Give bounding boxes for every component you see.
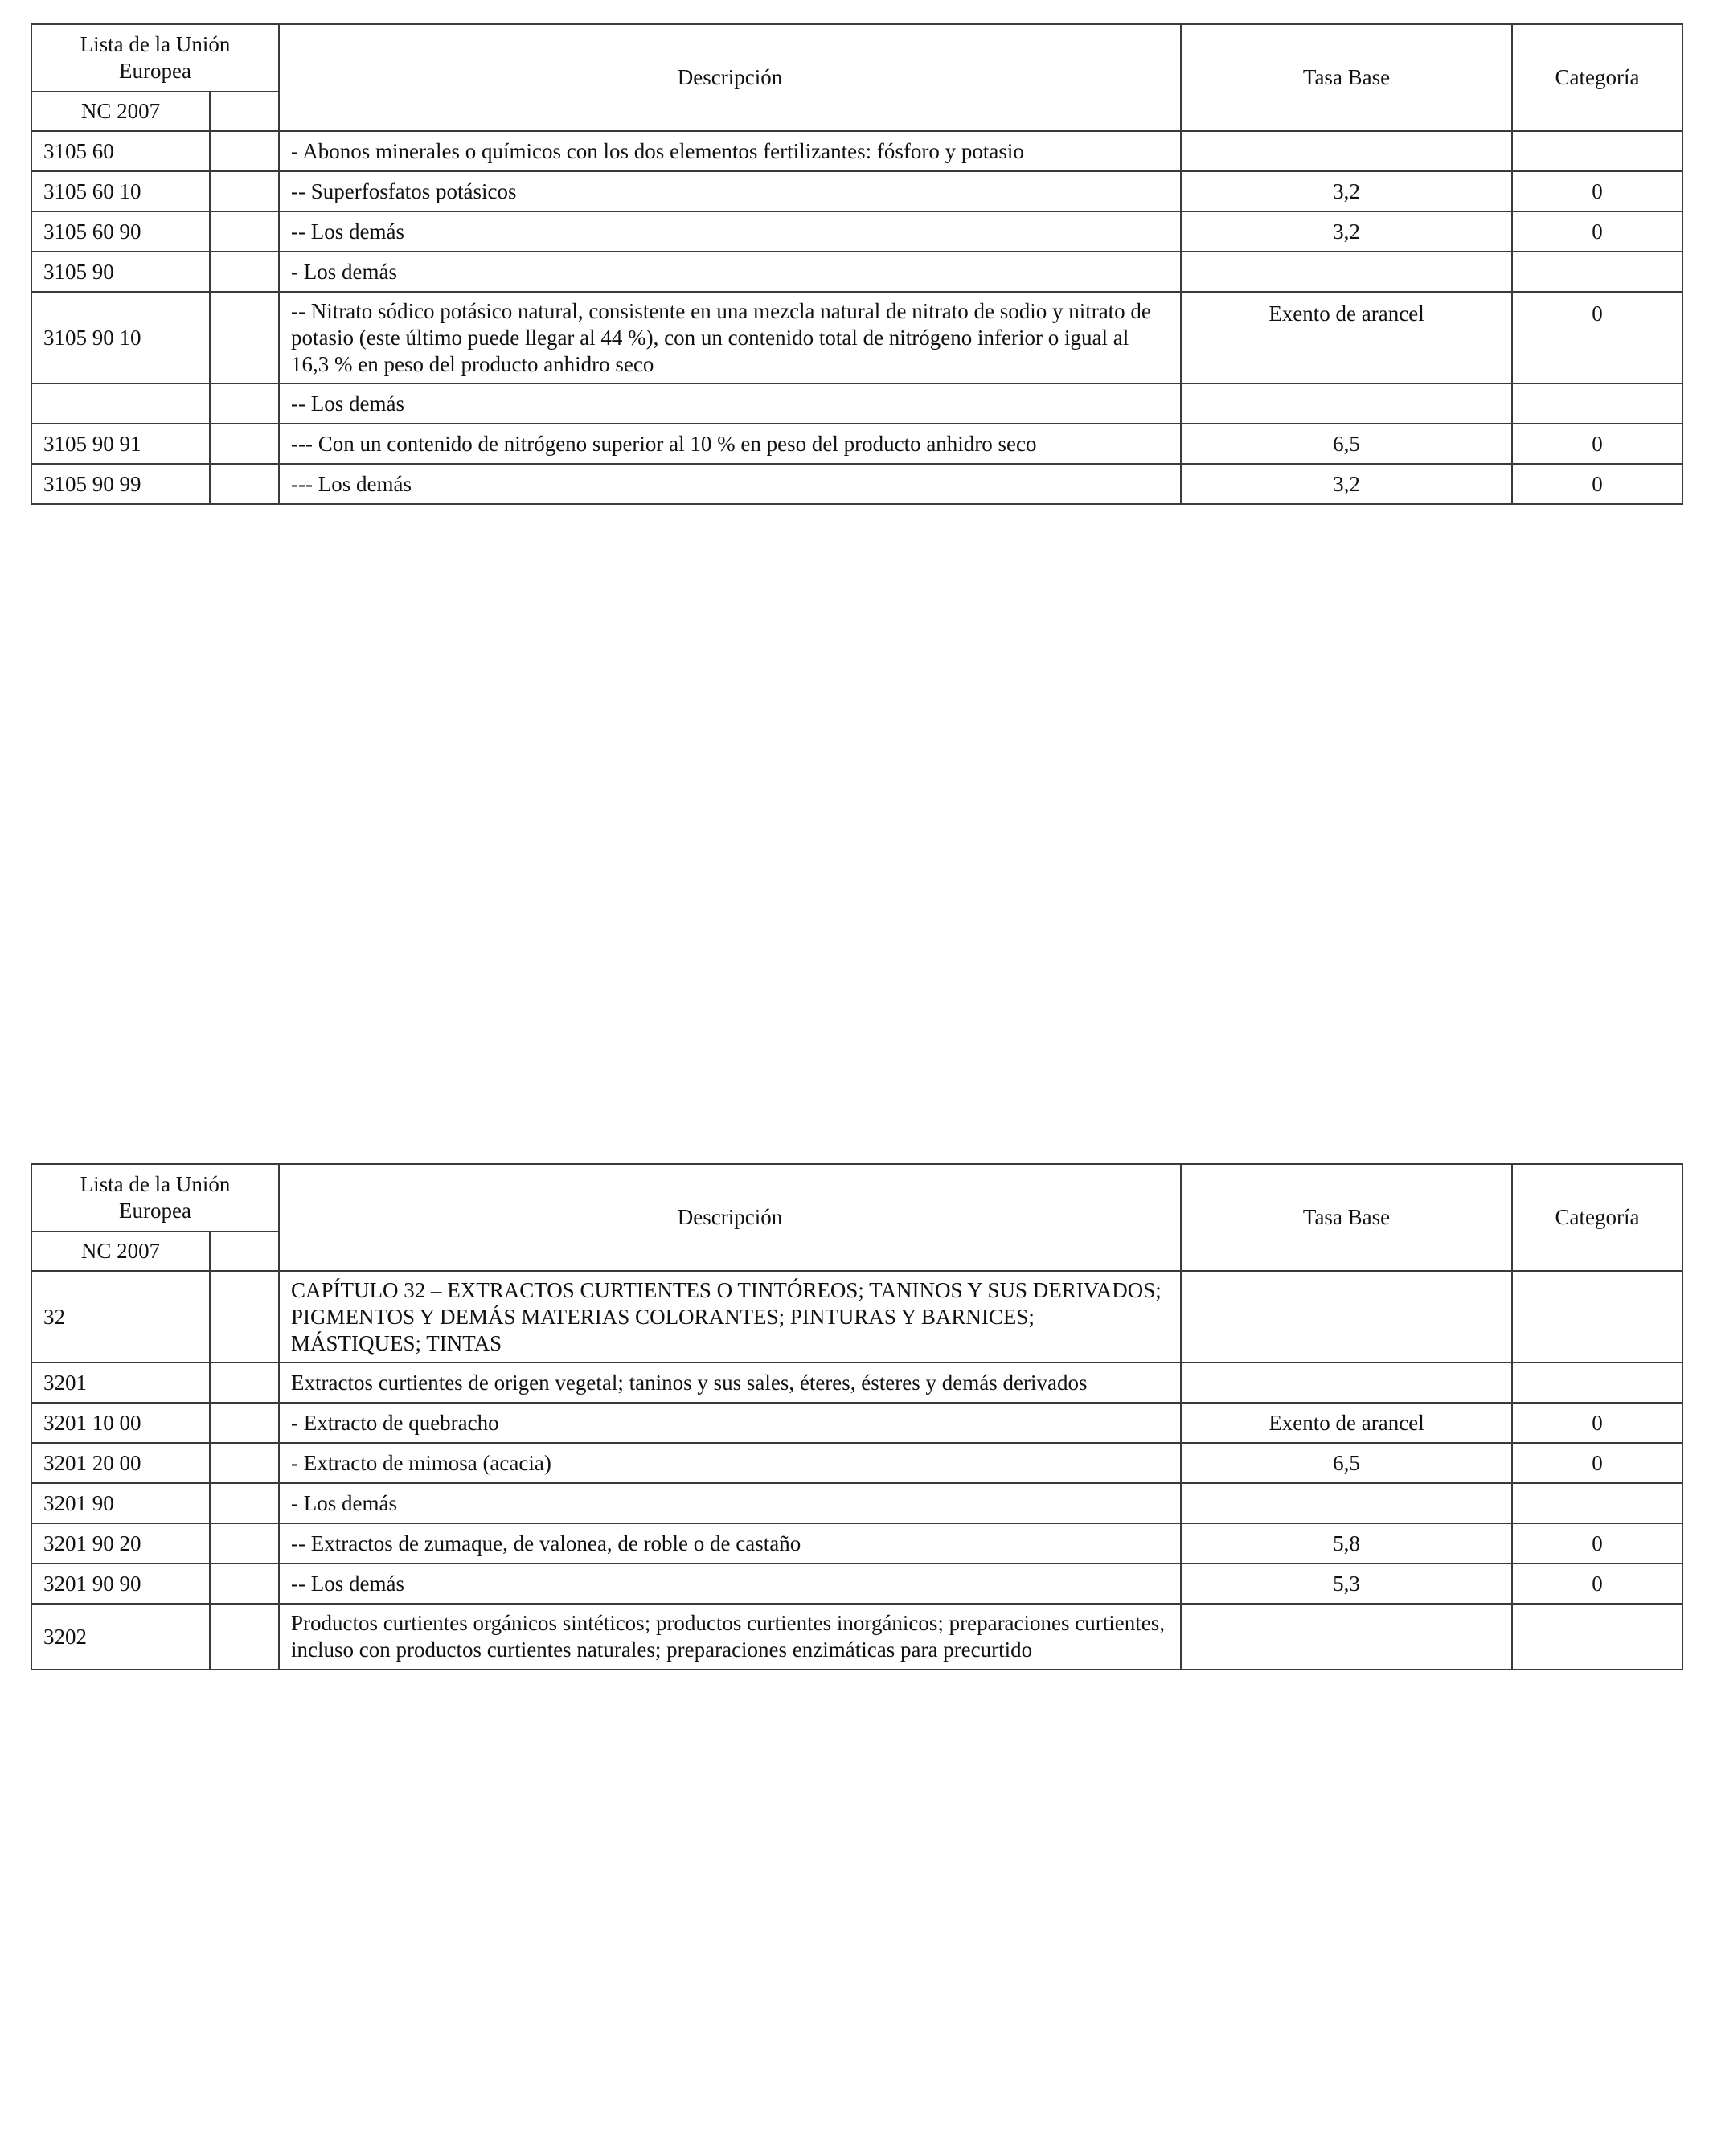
empty-cell [210, 383, 279, 424]
category: 0 [1512, 1403, 1682, 1443]
nc-code: 3105 60 10 [31, 171, 210, 211]
empty-cell [210, 1604, 279, 1670]
nc-code: 3201 [31, 1363, 210, 1403]
category: 0 [1512, 1564, 1682, 1604]
table-row [31, 1523, 1682, 1564]
empty-cell [210, 1232, 279, 1271]
description: -- Superfosfatos potásicos [279, 171, 1181, 211]
header-row [31, 24, 1682, 92]
category [1512, 131, 1682, 171]
base-rate [1181, 1271, 1512, 1363]
description: - Extracto de mimosa (acacia) [279, 1443, 1181, 1483]
category: 0 [1512, 292, 1682, 383]
empty-cell [210, 131, 279, 171]
tariff-table-1 [31, 23, 1683, 505]
base-rate: 3,2 [1181, 464, 1512, 504]
table-row [31, 1363, 1682, 1403]
description: -- Los demás [279, 383, 1181, 424]
category [1512, 1483, 1682, 1523]
list-header: Lista de la Unión Europea [31, 1164, 279, 1232]
nc-code: 3201 90 [31, 1483, 210, 1523]
header-row [31, 1164, 1682, 1232]
category: 0 [1512, 424, 1682, 464]
empty-cell [210, 171, 279, 211]
base-rate: Exento de arancel [1181, 292, 1512, 383]
category: 0 [1512, 171, 1682, 211]
nc-code: 3105 90 91 [31, 424, 210, 464]
base-rate [1181, 383, 1512, 424]
category [1512, 1271, 1682, 1363]
description: -- Los demás [279, 1564, 1181, 1604]
table-row [31, 1483, 1682, 1523]
base-rate-header: Tasa Base [1181, 24, 1512, 131]
description: - Extracto de quebracho [279, 1403, 1181, 1443]
nc-code: 32 [31, 1271, 210, 1363]
table-row [31, 292, 1682, 383]
table-row [31, 131, 1682, 171]
description: -- Extractos de zumaque, de valonea, de roble o de castaño [279, 1523, 1181, 1564]
category [1512, 1363, 1682, 1403]
nc-code: 3105 90 [31, 252, 210, 292]
nc-code: 3105 60 90 [31, 211, 210, 252]
category-header: Categoría [1512, 24, 1682, 131]
empty-cell [210, 1403, 279, 1443]
description: - Los demás [279, 1483, 1181, 1523]
description: --- Los demás [279, 464, 1181, 504]
description: -- Nitrato sódico potásico natural, consistente en una mezcla natural de nitrato de sodio y nitrato de potasio (este último puede llegar al 44 %), con un contenido total de nitrógeno inferior o igual al 16,3 % en peso del producto anhidro seco [279, 292, 1181, 383]
tariff-table-2 [31, 1163, 1683, 1670]
table-row [31, 1271, 1682, 1363]
empty-cell [210, 1483, 279, 1523]
table-row [31, 1443, 1682, 1483]
table-row [31, 1604, 1682, 1670]
description: Extractos curtientes de origen vegetal; taninos y sus sales, éteres, ésteres y demás derivados [279, 1363, 1181, 1403]
nc-code: 3201 10 00 [31, 1403, 210, 1443]
empty-cell [210, 252, 279, 292]
description: - Abonos minerales o químicos con los dos elementos fertilizantes: fósforo y potasio [279, 131, 1181, 171]
base-rate [1181, 1604, 1512, 1670]
empty-cell [210, 1363, 279, 1403]
nc-code: 3202 [31, 1604, 210, 1670]
description: -- Los demás [279, 211, 1181, 252]
nc-code: 3201 90 90 [31, 1564, 210, 1604]
base-rate [1181, 1363, 1512, 1403]
nc-code [31, 383, 210, 424]
empty-cell [210, 424, 279, 464]
description-header: Descripción [279, 24, 1181, 131]
category [1512, 252, 1682, 292]
empty-cell [210, 92, 279, 131]
base-rate: 5,3 [1181, 1564, 1512, 1604]
category [1512, 383, 1682, 424]
table-row [31, 1564, 1682, 1604]
category: 0 [1512, 464, 1682, 504]
table-row [31, 464, 1682, 504]
table-row [31, 1403, 1682, 1443]
empty-cell [210, 1523, 279, 1564]
empty-cell [210, 211, 279, 252]
empty-cell [210, 1564, 279, 1604]
base-rate [1181, 1483, 1512, 1523]
table-row [31, 211, 1682, 252]
empty-cell [210, 464, 279, 504]
base-rate: 3,2 [1181, 211, 1512, 252]
base-rate: 5,8 [1181, 1523, 1512, 1564]
description: - Los demás [279, 252, 1181, 292]
table-row [31, 424, 1682, 464]
category: 0 [1512, 1443, 1682, 1483]
description-header: Descripción [279, 1164, 1181, 1271]
nc-code: 3201 90 20 [31, 1523, 210, 1564]
base-rate [1181, 252, 1512, 292]
nc-code: 3105 90 99 [31, 464, 210, 504]
category: 0 [1512, 211, 1682, 252]
base-rate [1181, 131, 1512, 171]
empty-cell [210, 1271, 279, 1363]
nc-code: 3105 60 [31, 131, 210, 171]
category-header: Categoría [1512, 1164, 1682, 1271]
empty-cell [210, 1443, 279, 1483]
base-rate: Exento de arancel [1181, 1403, 1512, 1443]
category: 0 [1512, 1523, 1682, 1564]
base-rate: 3,2 [1181, 171, 1512, 211]
nc-code: 3201 20 00 [31, 1443, 210, 1483]
nc-header: NC 2007 [31, 1232, 210, 1271]
table-row [31, 252, 1682, 292]
description: CAPÍTULO 32 – EXTRACTOS CURTIENTES O TINTÓREOS; TANINOS Y SUS DERIVADOS; PIGMENTOS Y DEMÁS MATERIAS COLORANTES; PINTURAS Y BARNICES; MÁSTIQUES; TINTAS [279, 1271, 1181, 1363]
nc-code: 3105 90 10 [31, 292, 210, 383]
base-rate: 6,5 [1181, 424, 1512, 464]
category [1512, 1604, 1682, 1670]
list-header: Lista de la Unión Europea [31, 24, 279, 92]
table-row [31, 383, 1682, 424]
nc-header: NC 2007 [31, 92, 210, 131]
description: Productos curtientes orgánicos sintéticos; productos curtientes inorgánicos; preparaciones curtientes, incluso con productos curtientes naturales; preparaciones enzimáticas para precurtido [279, 1604, 1181, 1670]
empty-cell [210, 292, 279, 383]
description: --- Con un contenido de nitrógeno superior al 10 % en peso del producto anhidro seco [279, 424, 1181, 464]
table-row [31, 171, 1682, 211]
base-rate-header: Tasa Base [1181, 1164, 1512, 1271]
base-rate: 6,5 [1181, 1443, 1512, 1483]
